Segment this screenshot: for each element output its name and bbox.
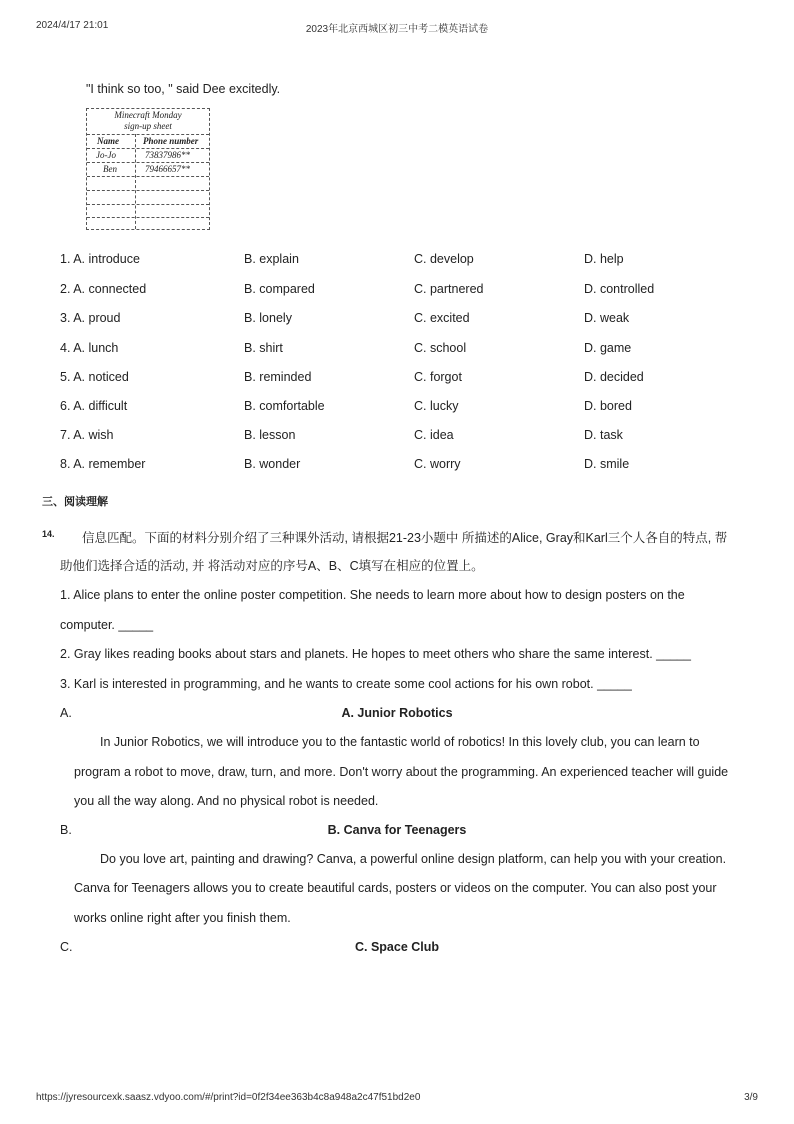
option-b: B. reminded	[244, 370, 312, 384]
option-d: D. smile	[584, 457, 630, 471]
option-c: C. develop	[414, 252, 474, 266]
question-instruction-line2: 助他们选择合适的活动, 并 将活动对应的序号A、B、C填写在相应的位置上。	[60, 559, 484, 573]
passage-closing-line: "I think so too, " said Dee excitedly.	[86, 82, 281, 96]
question-number: 14.	[42, 529, 55, 539]
option-a: 1. A. introduce	[60, 252, 140, 266]
sheet-rule	[87, 217, 209, 218]
option-c: C. partnered	[414, 282, 484, 296]
activity-paragraph-line: Canva for Teenagers allows you to create beautiful cards, posters or videos on the computer. You can also post your	[74, 881, 717, 895]
option-b: B. comfortable	[244, 399, 325, 413]
option-b: B. shirt	[244, 341, 283, 355]
option-b: B. wonder	[244, 457, 301, 471]
option-a: 2. A. connected	[60, 282, 147, 296]
option-d: D. task	[584, 428, 623, 442]
activity-paragraph-line: works online right after you finish them.	[74, 911, 291, 925]
sheet-row-name: Jo-Jo	[96, 150, 116, 160]
signup-sheet-title-line2: sign-up sheet	[124, 121, 172, 131]
option-d: D. game	[584, 341, 632, 355]
activity-title: B. Canva for Teenagers	[327, 823, 467, 837]
activity-title: C. Space Club	[354, 940, 440, 954]
option-a: 5. A. noticed	[60, 370, 129, 384]
option-c: C. idea	[414, 428, 454, 442]
option-a: 4. A. lunch	[60, 341, 119, 355]
option-b: B. lesson	[244, 428, 296, 442]
option-a: 8. A. remember	[60, 457, 146, 471]
document-title: 2023年北京西城区初三中考二模英语试卷	[305, 24, 489, 35]
activity-label: A.	[60, 706, 72, 720]
question-item-1: 1. Alice plans to enter the online poster competition. She needs to learn more about how to design posters on the	[60, 588, 685, 602]
activity-paragraph-line: you all the way along. And no physical robot is needed.	[74, 794, 379, 808]
sheet-rule	[87, 190, 209, 191]
sheet-column-divider	[135, 134, 136, 229]
signup-sheet-title-line1: Minecraft Monday	[114, 110, 182, 120]
option-c: C. worry	[414, 457, 461, 471]
question-instruction-line1: 信息匹配。下面的材料分别介绍了三种课外活动, 请根据21-23小题中 所描述的Alice, Gray和Karl三个人各自的特点, 帮	[82, 531, 728, 545]
option-b: B. explain	[244, 252, 299, 266]
sheet-col-phone: Phone number	[143, 136, 199, 146]
activity-paragraph-line: In Junior Robotics, we will introduce you to the fantastic world of robotics! In this lovely club, you can learn to	[100, 735, 700, 749]
question-item-1-cont: computer. _____	[60, 618, 154, 632]
question-item-2: 2. Gray likes reading books about stars and planets. He hopes to meet others who share the same interest. _____	[60, 647, 691, 661]
sheet-col-name: Name	[97, 136, 119, 146]
section-title: 三、阅读理解	[42, 496, 108, 508]
question-item-3: 3. Karl is interested in programming, and he wants to create some cool actions for his own robot. _____	[60, 677, 632, 691]
sheet-row-phone: 73837986**	[145, 150, 190, 160]
sheet-rule	[87, 204, 209, 205]
print-datetime: 2024/4/17 21:01	[36, 20, 109, 31]
option-c: C. school	[414, 341, 467, 355]
signup-sheet-title	[87, 110, 209, 132]
option-b: B. compared	[244, 282, 315, 296]
sheet-rule	[87, 176, 209, 177]
sheet-row-name: Ben	[103, 164, 117, 174]
page-number: 3/9	[744, 1092, 758, 1103]
option-c: C. forgot	[414, 370, 462, 384]
option-c: C. lucky	[414, 399, 459, 413]
option-b: B. lonely	[244, 311, 292, 325]
option-d: D. weak	[584, 311, 630, 325]
option-c: C. excited	[414, 311, 470, 325]
activity-paragraph-line: Do you love art, painting and drawing? Canva, a powerful online design platform, can help you with your creation.	[100, 852, 727, 866]
activity-title: A. Junior Robotics	[341, 706, 453, 720]
signup-sheet-image	[86, 108, 210, 230]
activity-label: B.	[60, 823, 72, 837]
option-d: D. bored	[584, 399, 632, 413]
option-d: D. decided	[584, 370, 644, 384]
option-a: 3. A. proud	[60, 311, 121, 325]
option-d: D. controlled	[584, 282, 655, 296]
activity-label: C.	[60, 940, 73, 954]
page-url: https://jyresourcexk.saasz.vdyoo.com/#/print?id=0f2f34ee363b4c8a948a2c47f51bd2e0	[36, 1092, 421, 1103]
sheet-row-phone: 79466657**	[145, 164, 190, 174]
activity-paragraph-line: program a robot to move, draw, turn, and more. Don't worry about the programming. An experienced teacher will guide	[74, 765, 729, 779]
option-d: D. help	[584, 252, 624, 266]
option-a: 7. A. wish	[60, 428, 114, 442]
option-a: 6. A. difficult	[60, 399, 128, 413]
